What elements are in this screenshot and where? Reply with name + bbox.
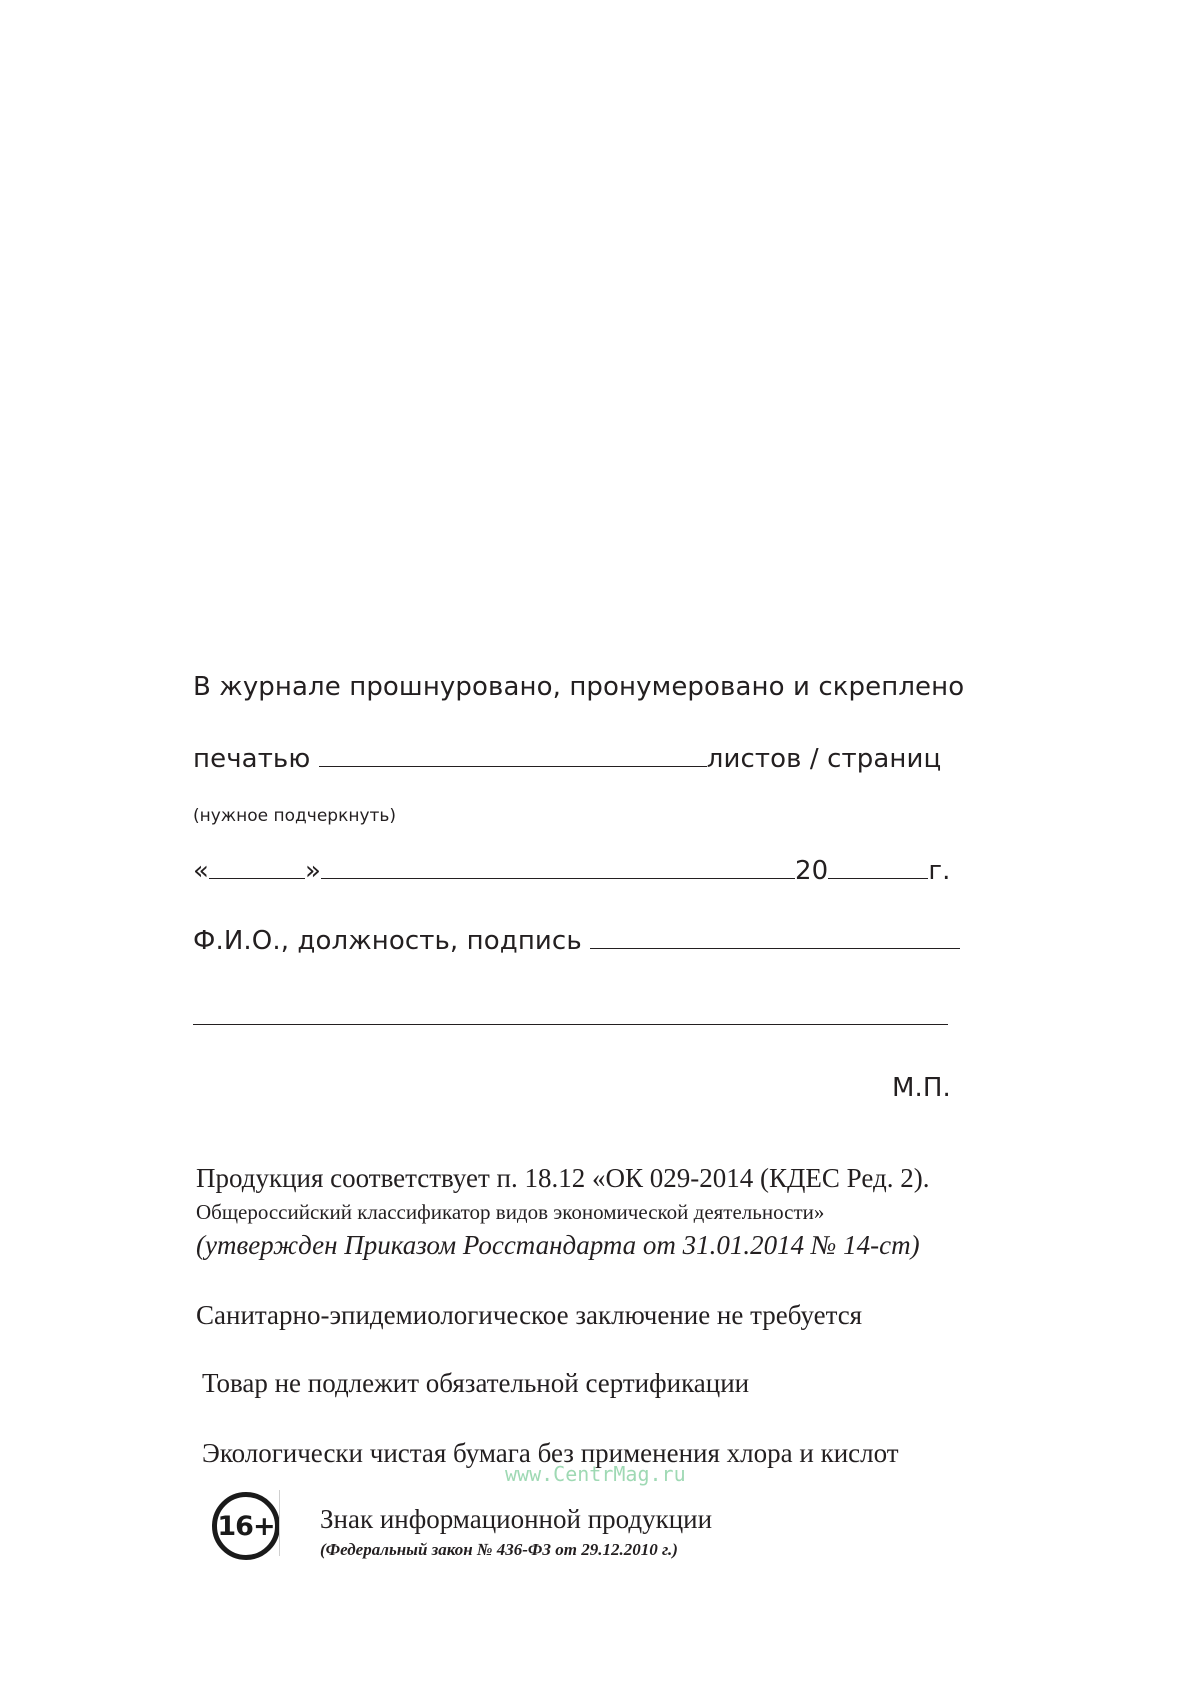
register-line-2-prefix: печатью xyxy=(193,744,311,774)
year-suffix: г. xyxy=(928,856,951,886)
year-prefix: 20 xyxy=(795,856,829,886)
underline-note: (нужное подчеркнуть) xyxy=(193,806,397,826)
date-open-quote: « xyxy=(193,856,210,886)
certification-exemption: Товар не подлежит обязательной сертификации xyxy=(202,1368,750,1398)
month-blank[interactable] xyxy=(321,858,795,879)
register-line-1: В журнале прошнуровано, пронумеровано и скреплено xyxy=(193,672,965,702)
watermark-text: www.CentrMag.ru xyxy=(505,1462,686,1486)
stamp-place-label: М.П. xyxy=(892,1073,951,1103)
signature-label: Ф.И.О., должность, подпись xyxy=(193,926,582,956)
sheet-count-blank[interactable] xyxy=(319,746,707,767)
certification-line-1: Продукция соответствует п. 18.12 «ОК 029-2014 (КДЕС Ред. 2). xyxy=(196,1163,930,1193)
day-blank[interactable] xyxy=(209,858,305,879)
signature-line xyxy=(193,926,960,956)
certification-line-2: Общероссийский классификатор видов экономической деятельности» xyxy=(196,1200,825,1224)
year-blank[interactable] xyxy=(828,858,928,879)
register-line-2 xyxy=(193,744,941,774)
signature-continuation-blank[interactable] xyxy=(193,1002,948,1025)
eco-paper-statement: Экологически чистая бумага без применения хлора и кислот xyxy=(202,1438,899,1468)
signature-blank[interactable] xyxy=(590,928,960,949)
age-rating-divider xyxy=(279,1490,280,1556)
info-product-law: (Федеральный закон № 436-ФЗ от 29.12.2010 г.) xyxy=(320,1540,678,1559)
sanitary-statement: Санитарно-эпидемиологическое заключение не требуется xyxy=(196,1300,863,1330)
register-line-2-suffix: листов / страниц xyxy=(706,744,942,774)
age-rating-icon xyxy=(212,1492,280,1560)
info-product-title: Знак информационной продукции xyxy=(320,1504,713,1534)
age-rating-value: 16+ xyxy=(217,1510,275,1542)
date-close-quote: » xyxy=(305,856,322,886)
certification-line-3: (утвержден Приказом Росстандарта от 31.01.2014 № 14-ст) xyxy=(196,1230,920,1260)
date-line xyxy=(193,856,950,886)
